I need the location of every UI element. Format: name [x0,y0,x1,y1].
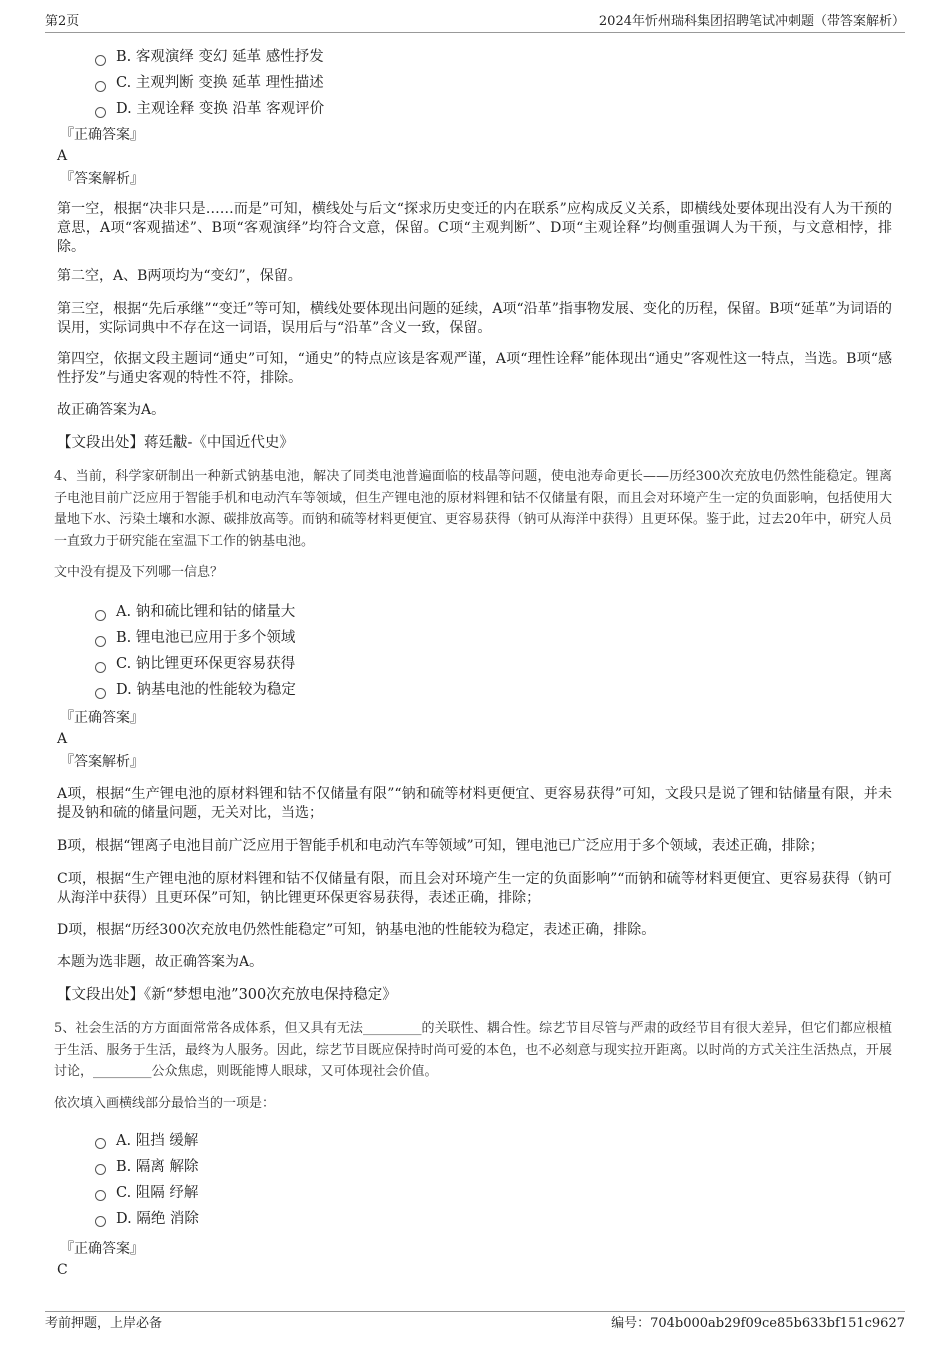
document-title: 2024年忻州瑞科集团招聘笔试冲刺题（带答案解析） [598,14,905,29]
q4-answer: A [57,731,68,747]
q5-answer: C [57,1261,68,1278]
radio-icon[interactable] [95,636,106,647]
footer-slogan: 考前押题，上岸必备 [45,1316,163,1331]
radio-icon[interactable] [95,81,106,92]
q3-option-c[interactable]: C. 主观判断 变换 延革 理性描述 [95,70,892,96]
q3-source: 【文段出处】蒋廷黻-《中国近代史》 [57,435,294,451]
radio-icon[interactable] [95,1216,106,1227]
q4-analysis-para: D项，根据“历经300次充放电仍然性能稳定”可知，钠基电池的性能较为稳定，表述正确，排除。 [57,922,656,938]
q3-option-b[interactable]: B. 客观演绎 变幻 延革 感性抒发 [95,44,892,70]
q5-option-b[interactable]: B. 隔离 解除 [95,1154,892,1180]
q4-answer-tag: 『正确答案』 [60,710,144,726]
radio-icon[interactable] [95,1190,106,1201]
q4-analysis-para: C项，根据“生产锂电池的原材料锂和钴不仅储量有限，而且会对环境产生一定的负面影响”“而钠和硫等材料更便宜、更容易获得（钠可从海洋中获得）且更环保”可知，钠比锂更环保更容易获得，表述正确，排除； [57,871,892,906]
q4-analysis-para: B项，根据“锂离子电池目前广泛应用于智能手机和电动汽车等领域”可知，锂电池已广泛应用于多个领域，表述正确，排除； [57,838,824,854]
radio-icon[interactable] [95,662,106,673]
q4-option-d[interactable]: D. 钠基电池的性能较为稳定 [95,677,892,703]
q5-option-c[interactable]: C. 阻隔 纾解 [95,1180,892,1206]
q4-question: 文中没有提及下列哪一信息？ [54,565,224,580]
q3-option-d[interactable]: D. 主观诠释 变换 沿革 客观评价 [95,96,892,122]
q4-option-c[interactable]: C. 钠比锂更环保更容易获得 [95,651,892,677]
q3-analysis-tag: 『答案解析』 [60,171,144,187]
q3-analysis-para: 第三空，根据“先后承继”“变迁”等可知，横线处要体现出问题的延续，A项“沿革”指事物发展、变化的历程，保留。B项“延革”为词语的误用，实际词典中不存在这一词语，误用后与“沿革”含义一致，保留。 [57,301,892,336]
q3-answer: A [57,148,68,164]
q4-option-b[interactable]: B. 锂电池已应用于多个领域 [95,625,892,651]
q5-question: 依次填入画横线部分最恰当的一项是： [54,1095,276,1111]
radio-icon[interactable] [95,1138,106,1149]
page-header [45,12,905,33]
q4-stem: 4、当前，科学家研制出一种新式钠基电池，解决了同类电池普遍面临的枝晶等问题，使电池寿命更长——历经300次充放电仍然性能稳定。锂离子电池目前广泛应用于智能手机和电动汽车等领域，但生产锂电池的原材料锂和钴不仅储量有限，而且会对环境产生一定的负面影响，包括使用大量地下水、污染土壤和水源、碳排放高等。而钠和硫等材料更便宜、更容易获得（钠可从海洋中获得）且更环保。鉴于此，过去20年中，研究人员一直致力于研究能在室温下工作的钠基电池。 [54,469,892,549]
radio-icon[interactable] [95,1164,106,1175]
q5-stem: 5、社会生活的方方面面常常各成体系，但又具有无法_________的关联性、耦合性。综艺节目尽管与严肃的政经节目有很大差异，但它们都应根植于生活、服务于生活，最终为人服务。因此，综艺节目既应保持时尚可爱的本色，也不必刻意与现实拉开距离。以时尚的方式关注生活热点，开展讨论，_________公众焦虑，则既能博人眼球，又可体现社会价值。 [54,1021,892,1079]
q3-answer-tag: 『正确答案』 [60,127,144,143]
radio-icon[interactable] [95,55,106,66]
q5-option-d[interactable]: D. 隔绝 消除 [95,1206,892,1232]
q4-source: 【文段出处】《新“梦想电池”300次充放电保持稳定》 [57,987,397,1003]
document-body [54,44,892,1282]
document-id: 编号：704b000ab29f09ce85b633bf151c9627 [611,1316,905,1331]
q4-options [57,599,892,703]
page-footer [45,1311,905,1338]
radio-icon[interactable] [95,688,106,699]
page-number: 第2页 [45,14,80,29]
q4-analysis-tag: 『答案解析』 [60,754,144,770]
q4-option-a[interactable]: A. 钠和硫比锂和钴的储量大 [95,599,892,625]
q5-options [57,1128,892,1232]
q3-analysis-para: 第四空，依据文段主题词“通史”可知，“通史”的特点应该是客观严谨，A项“理性诠释”能体现出“通史”客观性这一特点，当选。B项“感性抒发”与通史客观的特性不符，排除。 [57,351,892,386]
q4-analysis-para: A项，根据“生产锂电池的原材料锂和钴不仅储量有限”“钠和硫等材料更便宜、更容易获得”可知，文段只是说了锂和钴储量有限，并未提及钠和硫的储量问题，无关对比，当选； [57,786,892,821]
q5-option-a[interactable]: A. 阻挡 缓解 [95,1128,892,1154]
q5-answer-tag: 『正确答案』 [60,1240,144,1257]
q3-analysis-para: 第一空，根据“决非只是……而是”可知，横线处与后文“探求历史变迁的内在联系”应构成反义关系，即横线处要体现出没有人为干预的意思，A项“客观描述”、B项“客观演绎”均符合文意，保留。C项“主观判断”、D项“主观诠释”均侧重强调人为干预，与文意相悖，排除。 [57,201,892,255]
q4-analysis-para: 本题为选非题，故正确答案为A。 [57,954,264,970]
q3-analysis-para: 故正确答案为A。 [57,402,166,418]
radio-icon[interactable] [95,107,106,118]
q3-options [57,44,892,122]
radio-icon[interactable] [95,610,106,621]
q3-analysis-para: 第二空，A、B两项均为“变幻”，保留。 [57,268,302,284]
